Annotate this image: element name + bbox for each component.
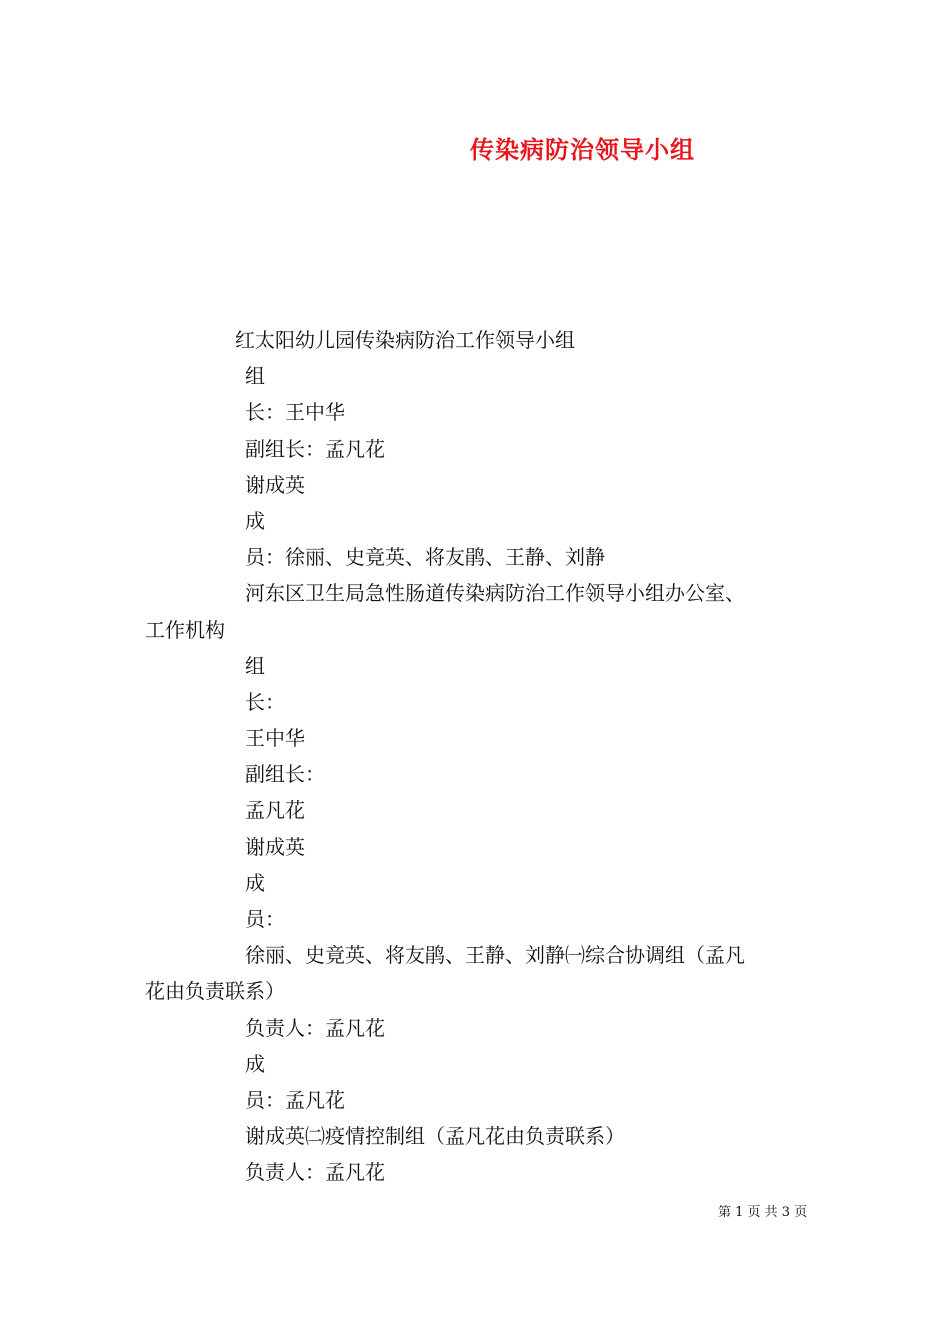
body-line: 红太阳幼儿园传染病防治工作领导小组 bbox=[235, 328, 575, 352]
body-line: 员：孟凡花 bbox=[245, 1087, 345, 1112]
document-title: 传染病防治领导小组 bbox=[470, 135, 695, 164]
page-footer: 第 1 页 共 3 页 bbox=[718, 1205, 808, 1220]
body-line: 成 bbox=[245, 1051, 265, 1076]
body-line: 河东区卫生局急性肠道传染病防治工作领导小组办公室、 bbox=[245, 581, 745, 606]
body-line: 工作机构 bbox=[145, 617, 225, 642]
body-line: 长： bbox=[245, 689, 285, 714]
body-line: 谢成英㈡疫情控制组（孟凡花由负责联系） bbox=[245, 1124, 625, 1149]
body-line: 王中华 bbox=[245, 726, 305, 751]
body-line: 组 bbox=[245, 364, 265, 389]
document-body bbox=[145, 322, 810, 1191]
body-line: 花由负责联系） bbox=[145, 979, 285, 1004]
body-line: 员： bbox=[245, 907, 285, 931]
body-line: 徐丽、史竟英、将友鹃、王静、刘静㈠综合协调组（孟凡 bbox=[245, 943, 745, 968]
body-line: 负责人：孟凡花 bbox=[245, 1160, 385, 1185]
body-line: 副组长： bbox=[245, 762, 325, 787]
body-line: 组 bbox=[245, 653, 265, 678]
body-line: 谢成英 bbox=[245, 834, 305, 859]
body-line: 孟凡花 bbox=[245, 798, 305, 823]
body-line: 成 bbox=[245, 508, 265, 533]
body-line: 长：王中华 bbox=[245, 400, 345, 425]
body-line: 副组长：孟凡花 bbox=[245, 436, 385, 461]
body-line: 谢成英 bbox=[245, 472, 305, 497]
body-line: 负责人：孟凡花 bbox=[245, 1015, 385, 1040]
body-line: 员：徐丽、史竟英、将友鹃、王静、刘静 bbox=[245, 545, 605, 570]
body-line: 成 bbox=[245, 870, 265, 895]
